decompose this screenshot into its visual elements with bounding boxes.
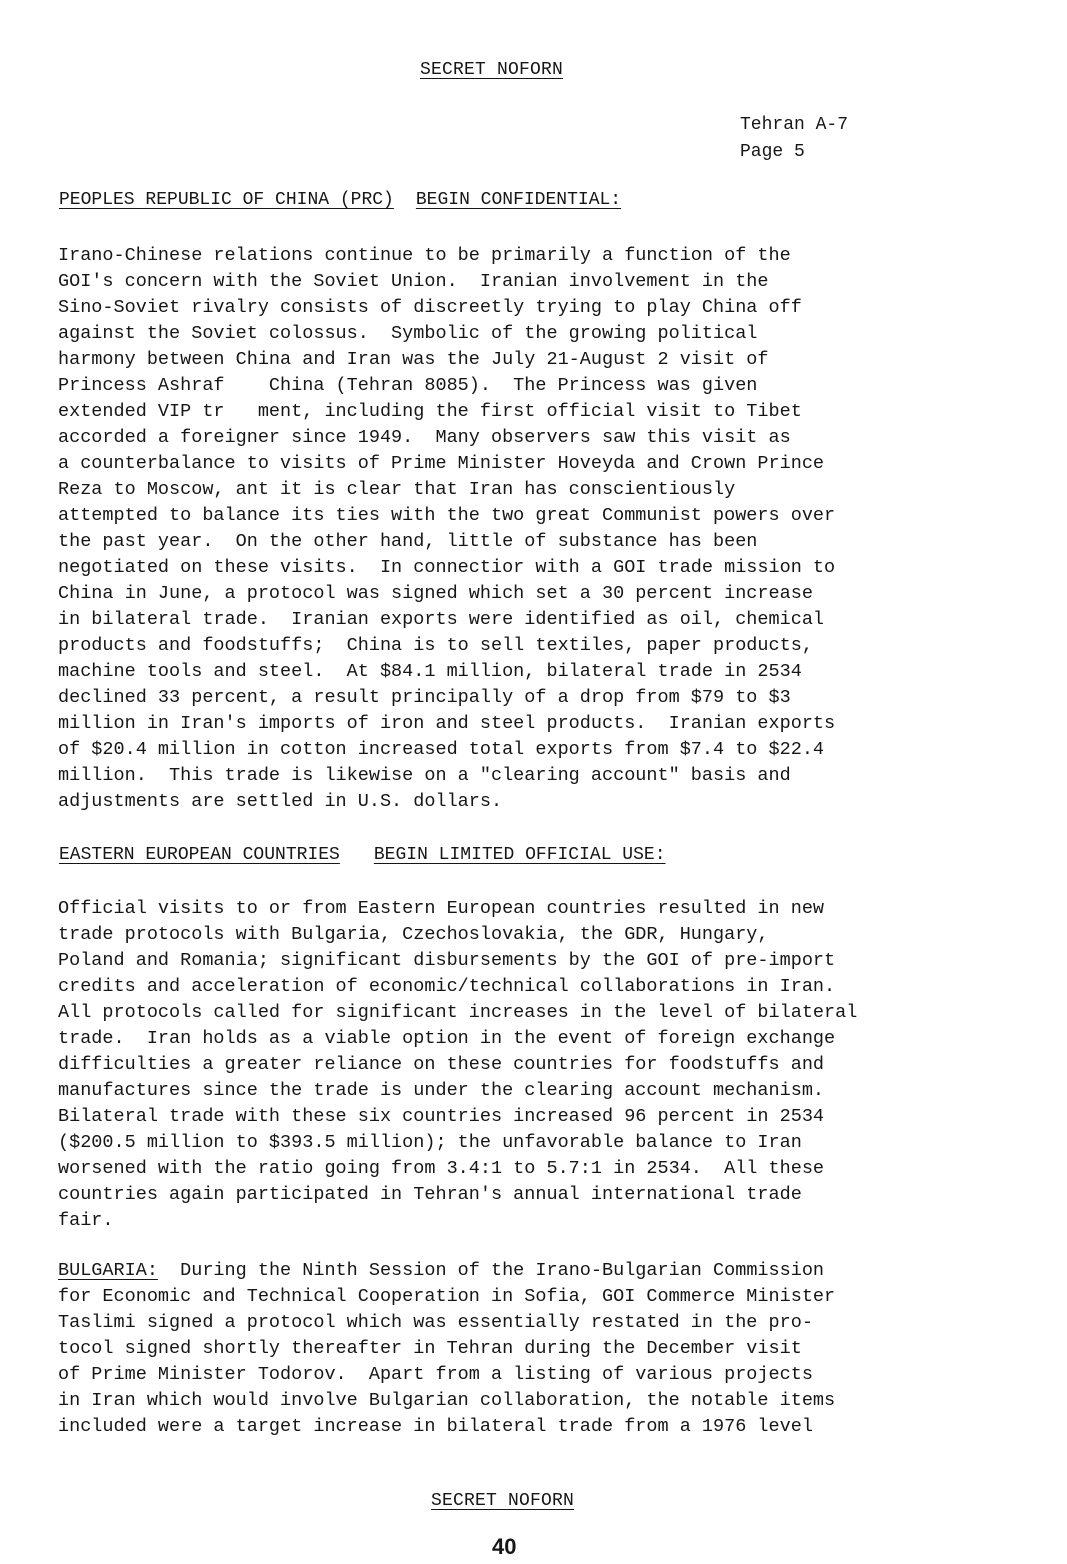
text-line: Reza to Moscow, ant it is clear that Iran has conscientiously xyxy=(58,479,736,500)
text-line: countries again participated in Tehran's annual international trade xyxy=(58,1184,802,1205)
paragraph-eastern-europe xyxy=(58,896,1018,1234)
text-line: in bilateral trade. Iranian exports were identified as oil, chemical xyxy=(58,609,825,630)
text-line: difficulties a greater reliance on these countries for foodstuffs and xyxy=(58,1054,825,1075)
text-line: Irano-Chinese relations continue to be primarily a function of the xyxy=(58,245,791,266)
page-number: 40 xyxy=(492,1534,517,1559)
text-line: Bilateral trade with these six countries increased 96 percent in 2534 xyxy=(58,1106,825,1127)
text-line: trade protocols with Bulgaria, Czechoslovakia, the GDR, Hungary, xyxy=(58,924,769,945)
text-line: the past year. On the other hand, little of substance has been xyxy=(58,531,758,552)
section-title: EASTERN EUROPEAN COUNTRIES xyxy=(59,845,340,865)
text-line: adjustments are settled in U.S. dollars. xyxy=(58,791,503,812)
text-line: of Prime Minister Todorov. Apart from a listing of various projects xyxy=(58,1364,813,1385)
section-heading-prc xyxy=(59,190,621,210)
section-heading-eastern-europe xyxy=(59,845,666,865)
text-line: All protocols called for significant increases in the level of bilateral xyxy=(58,1002,858,1023)
text-line: included were a target increase in bilateral trade from a 1976 level xyxy=(58,1416,813,1437)
text-line: for Economic and Technical Cooperation in Sofia, GOI Commerce Minister xyxy=(58,1286,836,1307)
text-line: Princess Ashraf China (Tehran 8085). The Princess was given xyxy=(58,375,758,396)
text-line: worsened with the ratio going from 3.4:1 to 5.7:1 in 2534. All these xyxy=(58,1158,825,1179)
paragraph-bulgaria xyxy=(58,1258,1018,1440)
text-line: negotiated on these visits. In connectior with a GOI trade mission to xyxy=(58,557,836,578)
text-line: Poland and Romania; significant disbursements by the GOI of pre-import xyxy=(58,950,836,971)
text-line: China in June, a protocol was signed which set a 30 percent increase xyxy=(58,583,813,604)
text-line: declined 33 percent, a result principally of a drop from $79 to $3 xyxy=(58,687,791,708)
text-line: credits and acceleration of economic/technical collaborations in Iran. xyxy=(58,976,836,997)
document-reference: Tehran A-7 xyxy=(740,115,849,135)
text-line: against the Soviet colossus. Symbolic of the growing political xyxy=(58,323,758,344)
classification-marking: BEGIN LIMITED OFFICIAL USE: xyxy=(373,845,666,865)
text-line: in Iran which would involve Bulgarian collaboration, the notable items xyxy=(58,1390,836,1411)
text-line: Taslimi signed a protocol which was essentially restated in the pro- xyxy=(58,1312,813,1333)
text-line: products and foodstuffs; China is to sell textiles, paper products, xyxy=(58,635,813,656)
text-line: accorded a foreigner since 1949. Many observers saw this visit as xyxy=(58,427,791,448)
text-line: Official visits to or from Eastern European countries resulted in new xyxy=(58,898,825,919)
text-line: GOI's concern with the Soviet Union. Iranian involvement in the xyxy=(58,271,769,292)
text-line: fair. xyxy=(58,1210,114,1231)
classification-header: SECRET NOFORN xyxy=(420,60,564,80)
text-line: extended VIP tr ment, including the first official visit to Tibet xyxy=(58,401,802,422)
section-title: PEOPLES REPUBLIC OF CHINA (PRC) xyxy=(59,190,394,210)
text-line: a counterbalance to visits of Prime Minister Hoveyda and Crown Prince xyxy=(58,453,825,474)
text-line: of $20.4 million in cotton increased total exports from $7.4 to $22.4 xyxy=(58,739,825,760)
text-line: manufactures since the trade is under the clearing account mechanism. xyxy=(58,1080,825,1101)
text-line: Sino-Soviet rivalry consists of discreetly trying to play China off xyxy=(58,297,802,318)
text-line: machine tools and steel. At $84.1 million, bilateral trade in 2534 xyxy=(58,661,802,682)
subsection-lead-bulgaria: BULGARIA: xyxy=(58,1260,158,1281)
text-line: trade. Iran holds as a viable option in the event of foreign exchange xyxy=(58,1028,836,1049)
text-fragment: During the Ninth Session of the Irano-Bulgarian Commission xyxy=(157,1260,825,1281)
text-line: million. This trade is likewise on a "clearing account" basis and xyxy=(58,765,791,786)
classification-marking: BEGIN CONFIDENTIAL: xyxy=(415,190,622,210)
text-line: million in Iran's imports of iron and steel products. Iranian exports xyxy=(58,713,836,734)
text-line: tocol signed shortly thereafter in Tehran during the December visit xyxy=(58,1338,802,1359)
text-line: attempted to balance its ties with the two great Communist powers over xyxy=(58,505,836,526)
text-line: ($200.5 million to $393.5 million); the unfavorable balance to Iran xyxy=(58,1132,802,1153)
text-line xyxy=(58,1258,1018,1284)
text-line: harmony between China and Iran was the July 21-August 2 visit of xyxy=(58,349,769,370)
paragraph-prc xyxy=(58,243,1018,815)
classification-footer: SECRET NOFORN xyxy=(431,1491,575,1511)
document-page-label: Page 5 xyxy=(740,142,805,162)
